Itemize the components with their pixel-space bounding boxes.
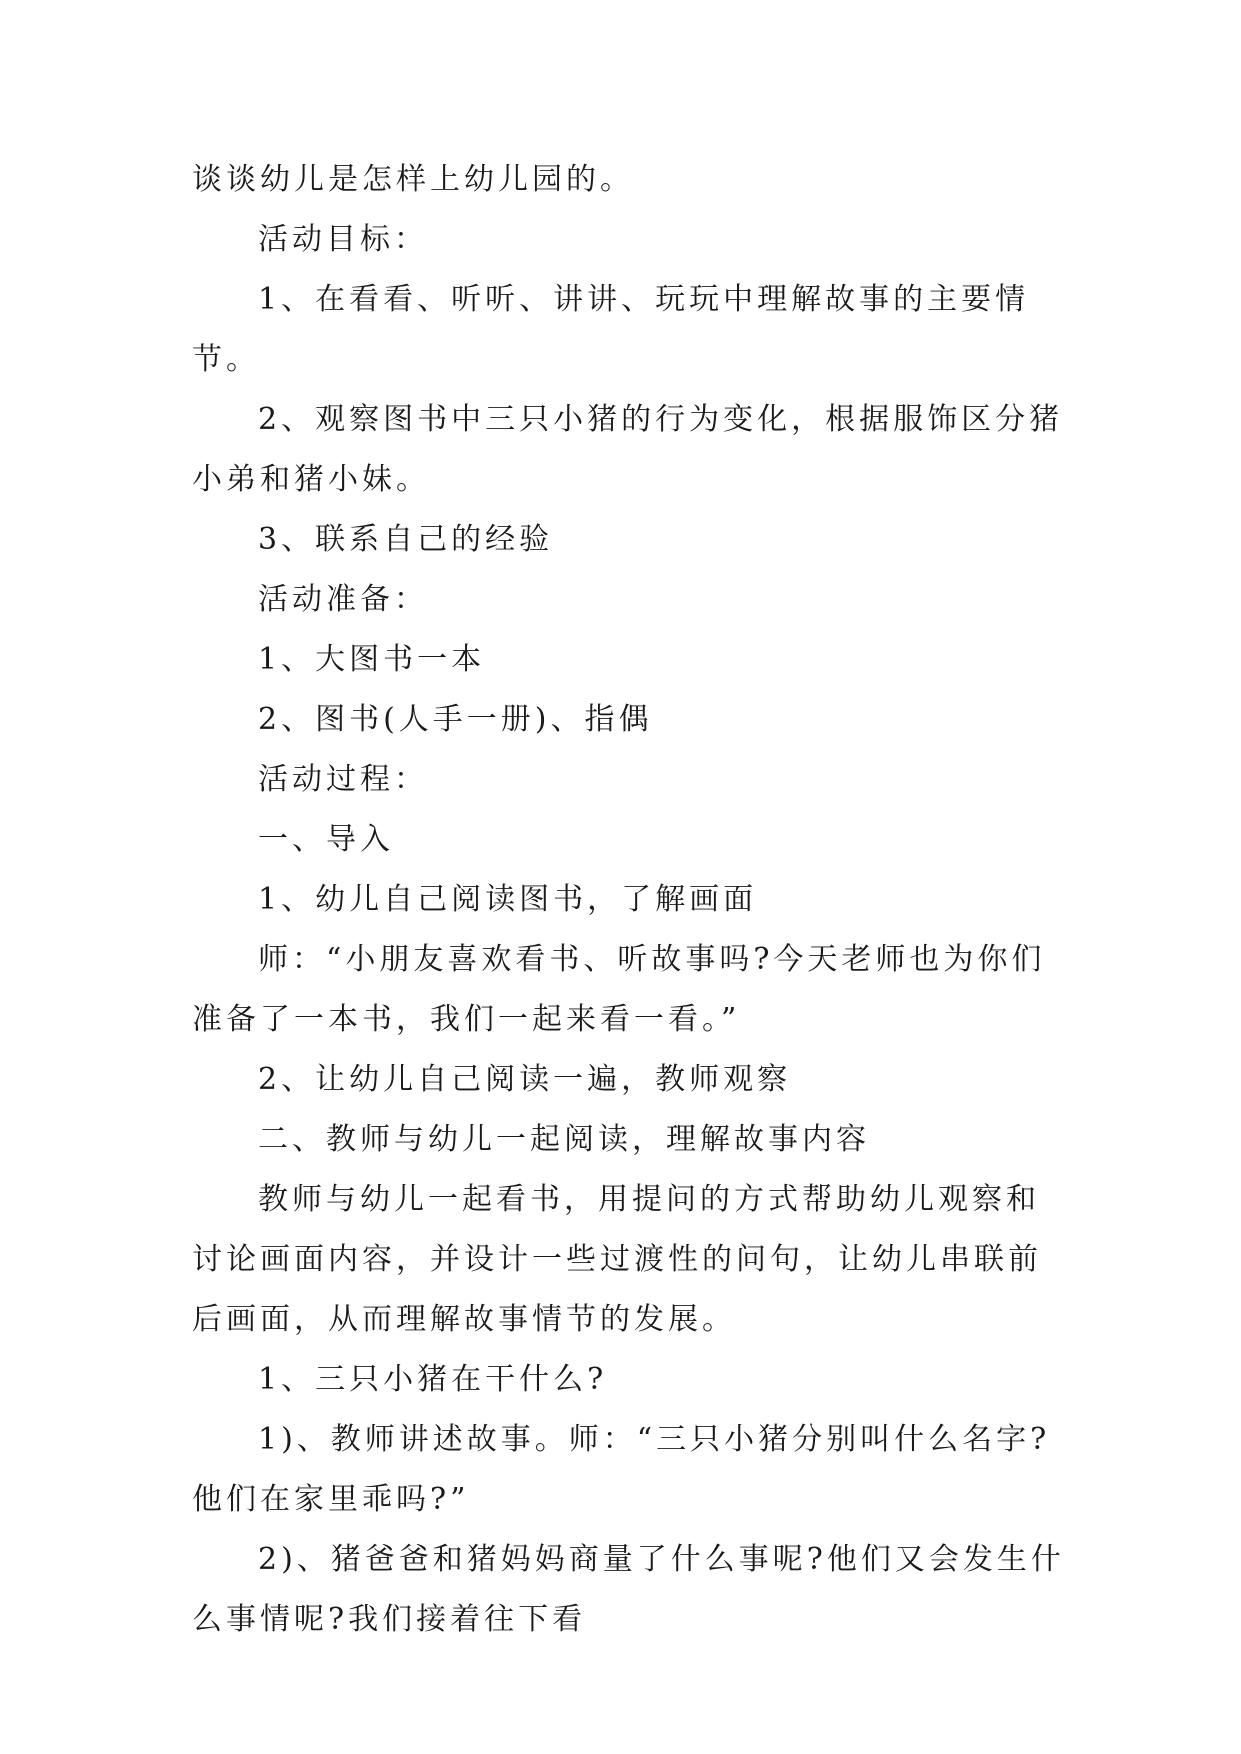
paragraph: 1、在看看、听听、讲讲、玩玩中理解故事的主要情节。 <box>192 282 1030 377</box>
paragraph: 3、联系自己的经验 <box>258 522 554 557</box>
paragraph: 一、导入 <box>258 822 394 857</box>
document-page <box>192 150 1072 1650</box>
paragraph: 1、三只小猪在干什么? <box>258 1362 608 1397</box>
paragraph: 2、让幼儿自己阅读一遍，教师观察 <box>258 1062 792 1097</box>
paragraph: 2、观察图书中三只小猪的行为变化，根据服饰区分猪小弟和猪小妹。 <box>192 402 1064 497</box>
paragraph: 二、教师与幼儿一起阅读，理解故事内容 <box>258 1122 870 1157</box>
paragraph: 师：“小朋友喜欢看书、听故事吗?今天老师也为你们准备了一本书，我们一起来看一看。” <box>192 942 1046 1037</box>
paragraph: 活动目标： <box>258 222 428 257</box>
paragraph: 谈谈幼儿是怎样上幼儿园的。 <box>192 162 634 197</box>
paragraph: 1)、教师讲述故事。师：“三只小猪分别叫什么名字?他们在家里乖吗?” <box>192 1422 1051 1517</box>
paragraph: 2)、猪爸爸和猪妈妈商量了什么事呢?他们又会发生什么事情呢?我们接着往下看 <box>192 1542 1065 1637</box>
paragraph: 活动准备： <box>258 582 428 617</box>
paragraph: 1、大图书一本 <box>258 642 486 677</box>
paragraph: 1、幼儿自己阅读图书，了解画面 <box>258 882 758 917</box>
paragraph: 教师与幼儿一起看书，用提问的方式帮助幼儿观察和讨论画面内容，并设计一些过渡性的问句，让幼儿串联前后画面，从而理解故事情节的发展。 <box>192 1182 1042 1337</box>
paragraph: 活动过程： <box>258 762 428 797</box>
paragraph: 2、图书(人手一册)、指偶 <box>258 702 653 737</box>
